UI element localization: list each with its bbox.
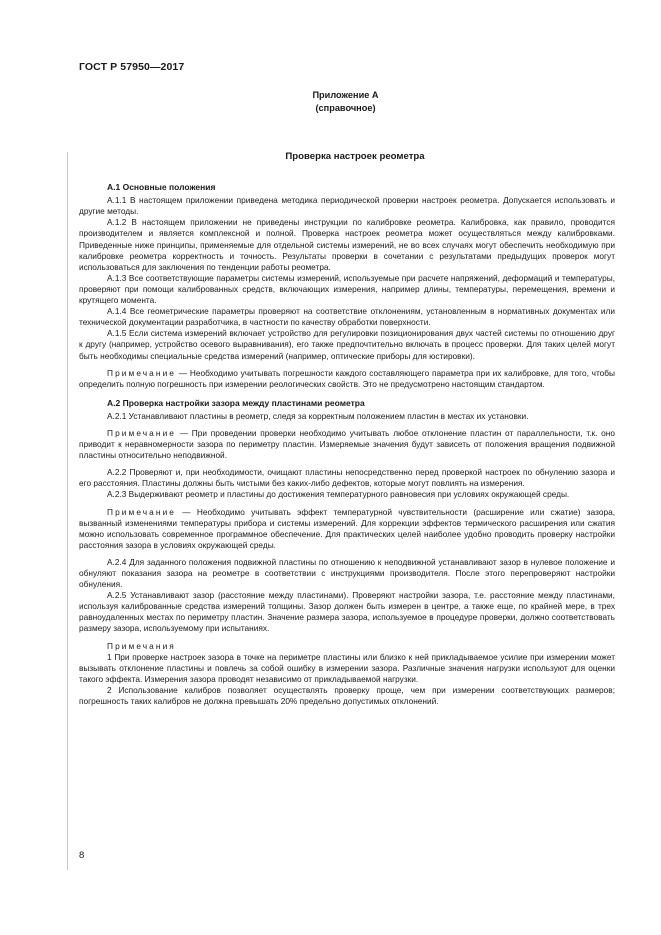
note-label: Примечание — [107, 427, 177, 438]
paragraph-a1-2: А.1.2 В настоящем приложении не приведены инструкции по калибровке реометра. Калибровка, как правило, проводится производителем и является комплексной и полной. Проверка настроек реометра может осуществляться между калибровками. Приведенные ниже принципы, применяемые для отдельной системы измерений, не во всех случаях могут обеспечить необходимую при калибровке реометра корректность и точность. Результаты проверки в сочетании с результатами предыдущих проверок могут использоваться для заключения по тенденции работы реометра. — [79, 217, 615, 272]
margin-rule — [67, 152, 68, 870]
paragraph-a2-4: А.2.4 Для заданного положения подвижной пластины по отношению к неподвижной устанавливают зазор в нулевое положение и обнуляют показания зазора на реометре в соответствии с инструкциями производителя. После этого перепроверяют настройки обнуления. — [79, 556, 615, 590]
note-item-1: 1 При проверке настроек зазора в точке на периметре пластины или близко к ней прикладываемое усилие при измерении может вызывать отклонение пластины и повлечь за собой ошибку в измерении зазора. Различные значения нагрузки используют для оценки такого эффекта. Измерения зазора проводят независимо от прикладываемой нагрузки. — [79, 651, 615, 684]
note-a2-1 — [79, 428, 615, 461]
notes-heading: Примечания — [107, 640, 176, 651]
paragraph-a1-5: А.1.5 Если система измерений включает устройство для регулировки позиционирования двух частей системы по отношению друг к другу (например, устройство осевого выравнивания), его также предпочтительно включать в процесс проверки. Для таких целей могут быть необходимы специальные средства измерений (например, оптические приборы для юстировки). — [79, 328, 615, 361]
paragraph-a2-3: А.2.3 Выдерживают реометр и пластины до достижения температурного равновесия при условиях окружающей среды. — [107, 489, 570, 500]
annex-main-title: Проверка настроек реометра — [285, 151, 425, 162]
annex-title: Приложение А — [312, 90, 379, 100]
note-text: — Необходимо учитывать погрешности каждого составляющего параметра при их калибровке, для того, чтобы определить полную погрешность при измерении реологических свойств. Это не предусмотрено настоящим стандартом. — [79, 367, 615, 389]
paragraph-a1-3: А.1.3 Все соответствующие параметры системы измерений, используемые при расчете напряжений, деформаций и температуры, проверяют при помощи калиброванных средств, включающих измерения, например длины, температуры, перемещения, времени и крутящего момента. — [79, 272, 615, 306]
document-code: ГОСТ Р 57950—2017 — [79, 61, 185, 73]
section-heading-a1: А.1 Основные положения — [107, 182, 216, 193]
note-a1 — [79, 368, 615, 390]
annex-subtitle: (справочное) — [315, 103, 376, 113]
note-text: — Необходимо учитывать эффект температурной чувствительности (расширение или сжатие) зазора, вызванный изменениями температуры прибора и системы измерений. Для коррекции эффектов термического расширения или сжатия можно использовать современное программное обеспечение. Для практических целей наиболее удобно проводить проверку настройки расстояния зазора в условиях окружающей среды. — [79, 506, 615, 550]
section-heading-a2: А.2 Проверка настройки зазора между пластинами реометра — [107, 397, 365, 408]
paragraph-a2-5: А.2.5 Устанавливают зазор (расстояние между пластинами). Проверяют настройки зазора, т.е. расстояние между пластинами, используя калиброванные средства измерений толщины. Зазор должен быть измерен в центре, а также еще, по крайней мере, в трех равноудаленных местах по периметру пластин. Значение размера зазора, используемое в процедуре проверки, должно соответствовать размеру зазора, используемому при испытаниях. — [79, 590, 615, 634]
note-text: — При проведении проверки необходимо учитывать любое отклонение пластин от параллельности, т.к. оно приводит к неравномерности зазора по периметру пластин. Измеряемые значения будут зависеть от положения вращения подвижной пластины относительно неподвижной. — [79, 427, 615, 461]
paragraph-a2-1: А.2.1 Устанавливают пластины в реометр, следя за корректным положением пластин в местах их установки. — [107, 410, 529, 421]
note-label: Примечание — [107, 367, 177, 378]
annex-body — [79, 151, 615, 707]
note-a2-2 — [79, 507, 615, 551]
paragraph-a1-4: А.1.4 Все геометрические параметры проверяют на соответствие отклонениям, установленным в нормативных документах или технической документации разработчика, в частности по качеству обработки поверхности. — [79, 306, 615, 328]
paragraph-a1-1: А.1.1 В настоящем приложении приведена методика периодической проверки настроек реометра. Допускается использовать и другие методы. — [79, 195, 615, 217]
page-number: 8 — [79, 850, 85, 861]
paragraph-a2-2: А.2.2 Проверяют и, при необходимости, очищают пластины непосредственно перед проверкой настроек по обнулению зазора и его расстояния. Пластины должны быть чистыми без каких-либо дефектов, которые могут повлиять на измерения. — [79, 467, 615, 489]
note-label: Примечание — [107, 506, 177, 517]
note-item-2: 2 Использование калибров позволяет осуществлять проверку проще, чем при измерении соответствующих размеров; погрешность таких калибров не должна превышать 20% предельно допустимых отклонений. — [79, 684, 615, 707]
